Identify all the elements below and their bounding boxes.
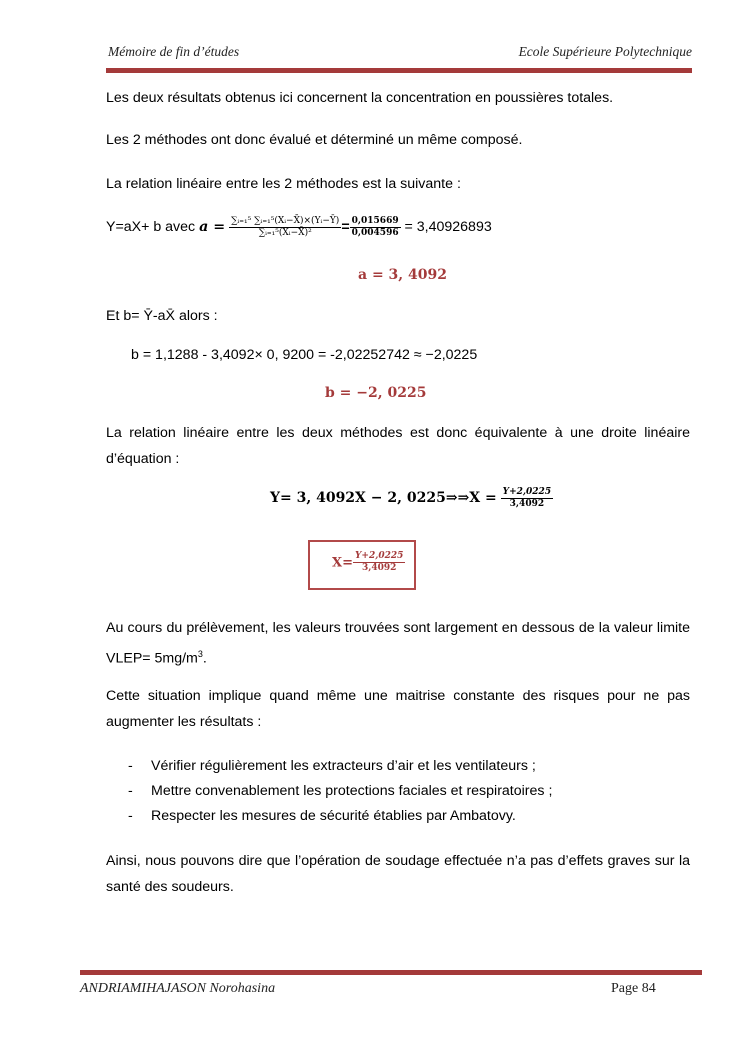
equation-a	[106, 214, 492, 240]
a-value: a = 3, 4092	[358, 267, 448, 283]
equation-a-fraction	[229, 216, 341, 239]
b-value: b = −2, 0225	[325, 385, 427, 401]
boxed-numerator: Y+2,0225	[354, 551, 404, 561]
b-calculation: b = 1,1288 - 3,4092× 0, 9200 = -2,02252742 ≈ −2,0225	[131, 347, 478, 363]
boxed-denominator: 3,4092	[361, 563, 397, 573]
boxed-lhs: X=	[332, 555, 353, 571]
paragraph-5	[106, 615, 690, 672]
footer-page-number: Page 84	[611, 981, 656, 996]
paragraph-1: Les deux résultats obtenus ici concernent la concentration en poussières totales.	[106, 90, 614, 106]
boxed-equation	[332, 551, 405, 574]
header-right: Ecole Supérieure Polytechnique	[518, 44, 692, 59]
linear-equation-denominator: 3,4092	[509, 499, 545, 509]
boxed-fraction	[353, 551, 405, 574]
equation-a-symbol: a =	[199, 219, 226, 235]
linear-equation-lhs: Y= 3, 4092X − 2, 0225⇒⇒X =	[270, 490, 497, 507]
equation-a-values-numerator: 0,015669	[351, 215, 399, 226]
bullet-text-2: Mettre convenablement les protections faciales et respiratoires ;	[151, 783, 553, 799]
linear-equation	[270, 487, 553, 510]
bullet-text-1: Vérifier régulièrement les extracteurs d’air et les ventilateurs ;	[151, 758, 536, 774]
paragraph-4: La relation linéaire entre les deux méthodes est donc équivalente à une droite linéaire d’équation :	[106, 425, 690, 467]
linear-equation-numerator: Y+2,0225	[502, 487, 552, 497]
header-rule	[106, 68, 692, 73]
paragraph-2: Les 2 méthodes ont donc évalué et déterminé un même composé.	[106, 132, 523, 148]
equation-a-denominator: ∑ᵢ₌₁⁵(Xᵢ−X̄)²	[258, 227, 312, 238]
equation-a-equals: =	[341, 219, 350, 235]
paragraph-5-end: .	[202, 650, 207, 667]
equation-a-prefix: Y=aX+ b avec	[106, 219, 200, 235]
bullet-dash-3: -	[128, 808, 133, 824]
paragraph-5-text: Au cours du prélèvement, les valeurs trouvées sont largement en dessous de la valeur limite VLEP= 5mg/m	[106, 620, 690, 667]
boxed-result	[308, 540, 416, 590]
paragraph-5-superscript: 3	[197, 649, 203, 659]
footer-rule	[80, 970, 702, 975]
equation-a-numerator: ∑ᵢ₌₁⁵ ∑ᵢ₌₁⁵(Xᵢ−X̄)×(Yᵢ−Ȳ)	[231, 215, 340, 226]
paragraph-6: Cette situation implique quand même une maitrise constante des risques pour ne pas augmenter les résultats :	[106, 688, 690, 730]
footer-author: ANDRIAMIHAJASON Norohasina	[80, 981, 276, 996]
equation-a-result: = 3,40926893	[404, 219, 492, 235]
bullet-dash-1: -	[128, 758, 133, 774]
paragraph-7: Ainsi, nous pouvons dire que l’opération de soudage effectuée n’a pas d’effets graves sur la santé des soudeurs.	[106, 853, 690, 895]
paragraph-3: La relation linéaire entre les 2 méthodes est la suivante :	[106, 176, 461, 192]
bullet-dash-2: -	[128, 783, 133, 799]
equation-a-values-denominator: 0,004596	[351, 227, 399, 238]
bullet-text-3: Respecter les mesures de sécurité établies par Ambatovy.	[151, 808, 516, 824]
b-intro: Et b= Ȳ-aX̄ alors :	[106, 308, 218, 324]
header-left: Mémoire de fin d’études	[108, 44, 240, 59]
equation-a-values-fraction	[350, 216, 401, 239]
linear-equation-fraction	[501, 487, 553, 510]
